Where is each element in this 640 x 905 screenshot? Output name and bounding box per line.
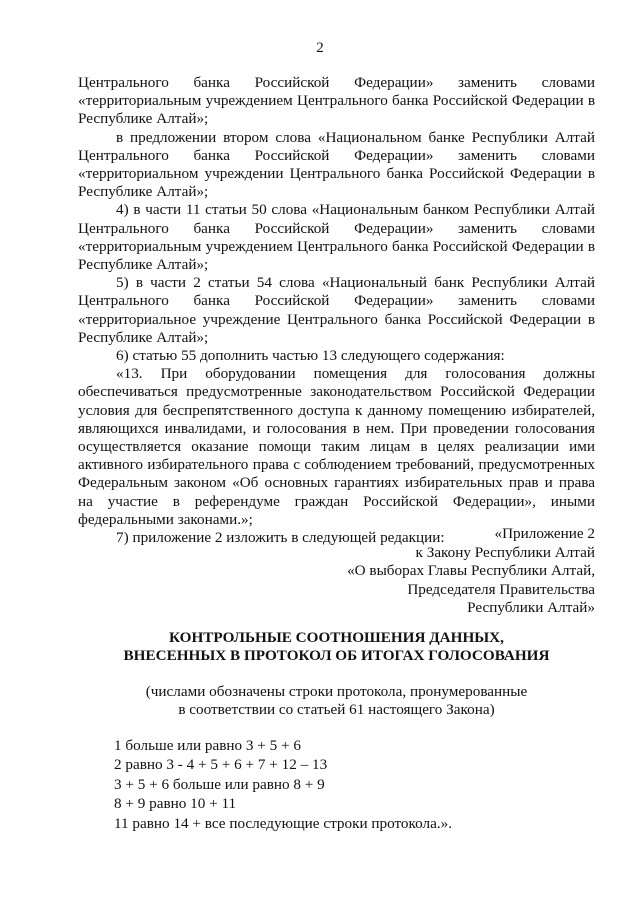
body-text: [78, 74, 595, 547]
appendix-header-line: «О выборах Главы Республики Алтай,: [347, 562, 595, 580]
paragraph: 6) статью 55 дополнить частью 13 следующего содержания:: [116, 347, 505, 365]
appendix-header: [347, 525, 595, 618]
paragraph: 5) в части 2 статьи 54 слова «Национальный банк Республики Алтай Центрального банка Российской Федерации» заменить словами «территориальное учреждение Центрального банка Российской Федерации в Республике Алтай»;: [78, 274, 595, 346]
appendix-header-line: Республики Алтай»: [467, 599, 595, 617]
paragraph: «13. При оборудовании помещения для голосования должны обеспечиваться предусмотренные законодательством Российской Федерации условия для беспрепятственного доступа к данному помещению избирателей, являющихся инвалидами, и голосования в нем. При проведении голосования осуществляется оказание помощи таким лицам в целях реализации ими активного избирательного права с соблюдением требований, предусмотренных Федеральным законом «Об основных гарантиях избирательных прав и права на участие в референдуме граждан Российской Федерации», иными федеральными законами.»;: [78, 365, 595, 528]
control-ratios-list: [114, 736, 452, 833]
paragraph: в предложении втором слова «Национальном банке Республики Алтай Центрального банка Российской Федерации» заменить словами «территориальном учреждении Центрального банка Российской Федерации в Республике Алтай»;: [78, 128, 595, 201]
paragraph: Центрального банка Российской Федерации» заменить словами «территориальным учреждением Центрального банка Российской Федерации в Республике Алтай»;: [78, 74, 595, 128]
ratio-item: 8 + 9 равно 10 + 11: [114, 795, 237, 813]
section-note-line: (числами обозначены строки протокола, пронумерованные: [145, 683, 528, 700]
appendix-header-line: к Закону Республики Алтай: [415, 543, 595, 561]
section-title-line: ВНЕСЕННЫХ В ПРОТОКОЛ ОБ ИТОГАХ ГОЛОСОВАНИЯ: [123, 647, 550, 665]
ratio-item: 3 + 5 + 6 больше или равно 8 + 9: [114, 775, 325, 793]
page-number: 2: [316, 40, 324, 56]
appendix-header-line: «Приложение 2: [494, 525, 595, 542]
ratio-item: 11 равно 14 + все последующие строки протокола.».: [114, 814, 453, 832]
ratio-item: 2 равно 3 - 4 + 5 + 6 + 7 + 12 – 13: [114, 756, 328, 774]
section-note: [78, 683, 595, 720]
section-title-line: КОНТРОЛЬНЫЕ СООТНОШЕНИЯ ДАННЫХ,: [169, 629, 504, 646]
appendix-header-line: Председателя Правительства: [407, 580, 595, 598]
paragraph: 7) приложение 2 изложить в следующей редакции:: [116, 529, 445, 547]
ratio-item: 1 больше или равно 3 + 5 + 6: [114, 737, 302, 754]
section-title: [78, 629, 595, 666]
section-note-line: в соответствии со статьей 61 настоящего Закона): [178, 701, 495, 719]
paragraph: 4) в части 11 статьи 50 слова «Национальным банком Республики Алтай Центрального банка Российской Федерации» заменить словами «территориальным учреждением Центрального банка Российской Федерации в Республике Алтай»;: [78, 201, 595, 274]
